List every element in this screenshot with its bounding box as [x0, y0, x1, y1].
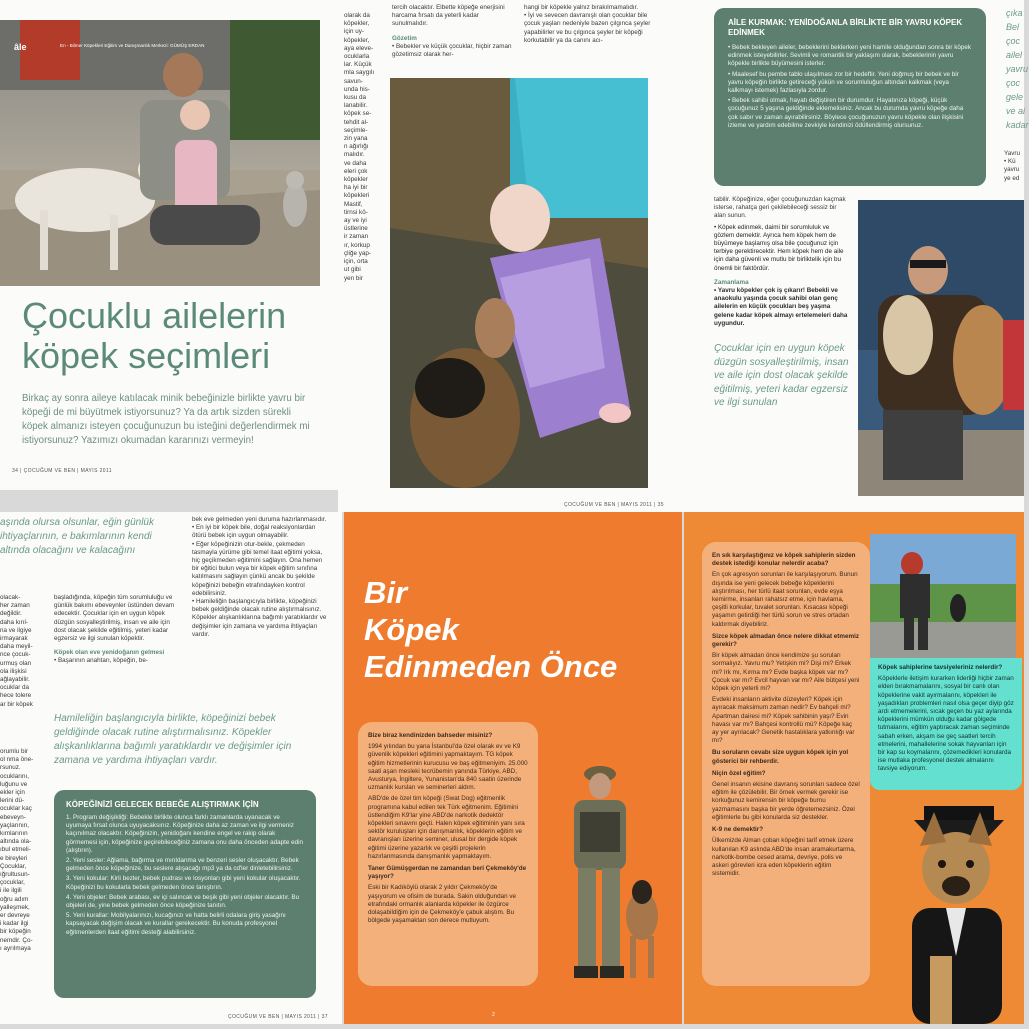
lfrag: na ve ilgiye: [0, 626, 32, 634]
interview2-q5: K-9 ne demektir?: [712, 826, 764, 834]
left-frag: için uy-: [344, 28, 364, 36]
interview-box-2: [702, 542, 870, 986]
page-footer-34: 34 | ÇOCUĞUM VE BEN | MAYIS 2011: [12, 468, 112, 474]
interview-q2: Taner Gümüşgerdan ne zamandan beri Çekmeköy'de yaşıyor?: [368, 865, 527, 881]
page-num-2: 2: [492, 1012, 496, 1018]
lfrag2: ı ayrılmaya: [0, 944, 31, 952]
lfrag2: i kadar ilgi: [0, 920, 29, 928]
info-box-bullet: • Maalesef bu pembe tablo ulaşılması zor bir hedeftir. Yeni doğmuş bir bebek ve bir yavru köpeğin birlikte getireceği yükün ve sorumluluğun altından kalkmak (veya kalkmayı istemek) fazlasıyla zordur.: [728, 70, 959, 95]
lfrag2: ığrultusun-: [0, 871, 30, 879]
col-a-sub: • Başarının anahtarı, köpeğin, be-: [54, 657, 148, 665]
advice-box: [870, 658, 1022, 790]
left-frag: için, orta: [344, 258, 368, 266]
lfrag2: oğru adım: [0, 895, 29, 903]
training-item: 2. Yeni sesler: Ağlama, bağırma ve mırıldanma ve benzeri sesler oluşacaktır. Bebek gelmeden önce köpeğinize, bu seslere alışacağı mp3 ya da cd'ler dinletebilirsiniz.: [66, 857, 299, 873]
training-item: 5. Yeni kurallar: Mobilyalarınızı, kucağınızı ve hatta belirli odalara giriş yasağını kapsayacak değişim olacak ve kurallar gerekecektir. Bu konuda profesyonel eğitmenlerden itaat eğitimi desteği alabilirsiniz.: [66, 912, 286, 936]
left-frag: malıdır.: [344, 151, 365, 159]
advice-box-a: Köpeklerle iletişim kurarken liderliği hiçbir zaman elden bırakmamalarını, sosyal bir canlı olan köpeklerine vakit ayırmalarını, köpekleri ile yaşadıkları problemleri nasıl olsa geçer diyip göz ardı etmemelerini, sıcak geçen bu yaz aylarında köpeklerini mümkün olduğu kadar gölgede tutmalarını, eğitim yaptıracak zaman seçiminde sabah erken, akşam ise geç saatleri tercih etmelerini, mahallelerine sokak hayvanları için bir kap su koymalarını, çözemedikleri konularda ise mutlaka profesyonel destek almalarını tavsiye ediyorum.: [878, 675, 1014, 773]
info-box-family: [714, 8, 986, 186]
lfrag2: ol nma öne-: [0, 756, 34, 764]
edge-frag: çıka: [1006, 8, 1023, 18]
left-frag: eleri çok: [344, 167, 368, 175]
lfrag: hece tolere: [0, 692, 32, 700]
left-frag: ut gibi: [344, 266, 361, 274]
training-item: 3. Yeni kokular: Kirli bezler, bebek pudrası ve losyonları gibi yeni kokular oluşacaktır. Köpeğinizi bu kokularla bebek gelmeden önce tanıştırın.: [66, 875, 301, 891]
article-title: [22, 296, 286, 376]
info-box-bullet: • Bebek sahibi olmak, hayatı değiştiren bir durumdur. Hayatınıza köpeği, küçük çocuğunuz 5 yaşına geldiğinde eklemelisiniz. Ancak bu durumda yavru köpeğe daha çok sabır ve zaman ayırabilirsiniz. Böylece çocuğunuzun yavru köpekle olan ilişkisini izleme ve yardım edebilme zevkiyle kendinizi ödüllendirmiş olursunuz.: [728, 97, 964, 129]
edge-frag: gele: [1006, 92, 1024, 102]
left-frag: yen bir: [344, 274, 363, 282]
left-frag: köpekler,: [344, 36, 370, 44]
feature-title-line: Köpek: [364, 612, 459, 647]
page-top-middle: [338, 0, 678, 512]
lfrag2: ekler için: [0, 789, 25, 797]
lfrag: değildir.: [0, 610, 22, 618]
page-bottom-left: [0, 512, 342, 1024]
interview2-a2b: Evdeki insanların aktivite düzeyleri? Köpek için ayıracak maksimum zaman nedir? Ev bahçeli mi? Apartman dairesi mi? Köpek sahibinin yaşı? Evin havası var mı? Bahçesi kontrollü mü? Köpeğe kaç ay yer ayrılacak? Genetik hastalıklara yatkınlığı var mı?: [712, 696, 855, 745]
lfrag: ocuklar da: [0, 684, 30, 692]
edge-frag: Bel: [1006, 22, 1020, 32]
col2-body: • İyi ve sevecen davranışlı olan çocuklar bile çocuk yaşları nedeniyle bazen çılgınca şeyler yapabilirler ve bu çılgınca şeyler bir köpeği korkutabilir ya da canını acı-: [524, 12, 651, 44]
right-edge-small: [1004, 150, 1024, 183]
left-frag: olarak da: [344, 12, 370, 19]
zamanlama-heading: Zamanlama: [714, 278, 749, 286]
interview2-a5: Ülkemizde Alman çoban köpeğini tarif etmek üzere kullanılan K9 aslında ABD'de insan aramakurtarma, narkotik-bombe cesed arama, devriye, polis ve askeri görevleri icra eden köpeklerin eğitim sistemidir.: [712, 837, 856, 878]
zamanlama-text: • Yavru köpekler çok iş çıkarır! Bebekli ve anaokulu yaşında çocuk sahibi olan genç ailelerin en küçük çocukları beş yaşına gelene kadar köpek almayı ertelemeleri daha uygundur.: [714, 287, 848, 327]
magazine-logo: âle: [14, 42, 27, 52]
lfrag: daha kırıl-: [0, 618, 28, 626]
col-b-item: • Eğer köpeğinizin otur-bekle, çekmeden tasmayla yürüme gibi temel itaat eğitimi yoksa, hiç geçikmeden eğitimini sağlayın. Ona hemen bir eğitici bulun veya bir köpek eğitim sınıfına katılmasını sağlayın çünkü ancak bu şekilde köpeğinizi bebeğin etrafındayken kontrol edebilirsiniz.: [192, 540, 323, 597]
top-quote: aşında olursa olsunlar, eğin günlük ihtiyaçlarının, e bakımlarının kendi altında olacağını ve kalacağını: [0, 517, 154, 556]
lfrag2: çocuklar,: [0, 879, 25, 887]
col1-text: tercih olacaktır. Elbette köpeğe enerjisini harcama fırsatı da yeterli kadar sunulmalıdır.: [392, 4, 505, 28]
col-b-item: • En iyi bir köpek bile, doğal reaksiyonlardan ötürü bebek için uygun olmayabilir.: [192, 524, 316, 540]
article-intro: Birkaç ay sonra aileye katılacak minik bebeğinizle birlikte yavru bir köpeği de mi büyütmek istiyorsunuz? Ya da artık sizden sürekli köpek almanızı isteyen çocuğunuzun bu isteğini değerlendirmek mi istiyorsunuz? Yazımızı okumadan kararınızı vermeyin!: [22, 393, 310, 446]
left-frag: köpek se-: [344, 110, 372, 118]
page-bottom-middle: [344, 512, 682, 1024]
feature-title: [364, 574, 617, 685]
page-footer-35: ÇOCUĞUM VE BEN | MAYIS 2011 | 35: [564, 502, 664, 508]
interview-q1: Bize biraz kendinizden bahseder misiniz?: [368, 732, 493, 739]
info-box-title: AİLE KURMAK: YENİDOĞANLA BİRLİKTE BİR YAVRU KÖPEK EDİNMEK: [728, 18, 963, 37]
photo-soldier-dog: [544, 756, 674, 996]
lfrag2: e bireyleri: [0, 854, 28, 862]
lfrag2: luğunu ve: [0, 780, 28, 788]
mid-quote: Hamileliğin başlangıcıyla birlikte, köpeğinizi bebek geldiğinde olacak rutine alıştırmalısınız. Köpekler alışkanlıklarına bağımlı yaratıklardır ve değişimler için zamana ve yardıma ihtiyaçları vardır.: [54, 713, 292, 766]
gozetim-heading: Gözetim: [392, 34, 417, 42]
col-b-text: bek eve gelmeden yeni duruma hazırlanmasıdır.: [192, 516, 327, 523]
column-b: [192, 516, 328, 639]
left-frag: üstlerine: [344, 225, 368, 233]
left-frag: ır, korkup: [344, 241, 370, 249]
left-frag: köpekler,: [344, 20, 370, 28]
lfrag: ola ilişkisi: [0, 667, 27, 675]
left-frag: tehdit al-: [344, 118, 369, 126]
interview2-a4: Genel insanın ekisine davranış sorunları sadece özel eğitim ile çözülebilir. Bir örnek vermek gerekir ise korkuğunuz kemirensin bir köpeğe burnu yazmamasını başka bir yerde öğretemezsiniz. Özel eğitimlerle bu gibi konularda siz destekler.: [712, 781, 860, 821]
lfrag2: ocuklar kaç: [0, 805, 32, 813]
left-frag: seçimle-: [344, 126, 368, 134]
photo-man-baby-dogs: [0, 20, 320, 286]
column-2: [524, 4, 660, 45]
col-b-item: • Hamileliğin başlangıcıyla birlikte, köpeğinizi bebek geldiğinde olacak rutine alıştırmalısınız. Köpekler alışkanlıklarına bağımlı yaratıklardır ve değişimler için zamana ve yardıma ihtiyaçları vardır.: [192, 598, 327, 638]
left-frag: çliğe yap-: [344, 249, 371, 257]
page-bottom-right: [684, 512, 1024, 1024]
edge-small: • Kü: [1004, 158, 1016, 166]
page-top-right: [678, 0, 1029, 512]
mid-text: tabilir. Köpeğinize, eğer çocuğunuzdan kaçmak isterse, rahatça geri çekilebileceği sessiz bir alan sunun.: [714, 196, 846, 220]
col1-body: • Bebekler ve küçük çocuklar, hiçbir zaman gözetimsiz olarak her-: [392, 42, 512, 59]
edge-small: yavru: [1004, 166, 1020, 174]
left-frag: mla saygılı: [344, 69, 375, 77]
left-frag: ocuklarla: [344, 53, 370, 61]
photo-caption: En - Bilmer Köpekleri Eğitim ve Danışmanlık Merkezi: GÜMÜŞ ERDAN: [60, 43, 205, 48]
lfrag: irmayarak: [0, 635, 28, 643]
interview-a2: Eski bir Kadıköylü olarak 2 yıldır Çekmeköy'de yaşıyorum ve ofisim de burada. Sakin olduğundan ve etrafındaki ormanlık alanlarda köpekler ile özgürce dolaşabildiğim için de Çekmeköy'e çabuk alıştım. Bu bölgede yaşamaktan son derece mutluyum.: [368, 884, 517, 925]
advice-box-q: Köpek sahiplerine tavsiyeleriniz nelerdir?: [878, 664, 1003, 671]
training-box: [54, 790, 316, 998]
left-frag: ve daha: [344, 159, 367, 167]
interview-box: [358, 722, 538, 986]
lfrag2: altında ola-: [0, 838, 32, 846]
edge-frag: çoc: [1006, 36, 1021, 46]
lfrag2: bir köpeğin: [0, 928, 31, 936]
lfrag2: ebeveyn-: [0, 813, 26, 821]
lfrag: her zaman: [0, 602, 30, 610]
page-top-left: [0, 0, 338, 490]
lfrag: olacak-: [0, 594, 21, 601]
left-frag: Mastif,: [344, 200, 363, 208]
photo-baby-dog: [390, 78, 648, 488]
training-item: 1. Program değişikliği: Bebekle birlikte olunca farklı zamanlarda uyanacak ve uyumaya fırsat olunca uyuyacaksınız. Köpeğinize daha az zaman ve ilgi vermeniz kaçınılmaz olacaktır. Köpeğinizin, yenidoğanı kendine engel ve rakip olarak görmemesi için, köpeğinize geçirebileceğiniz zamana onu daha önceden adapte edin (alıştırın).: [66, 814, 303, 854]
lfrag2: yalleşmek,: [0, 903, 30, 911]
left-frag: ir zaman: [344, 233, 369, 241]
left-frag: n ağırlığı: [344, 143, 369, 151]
lfrag2: ıbul etmeli-: [0, 846, 31, 854]
interview2-q2: Sizce köpek almadan önce nelere dikkat etmemiz gerekir?: [712, 632, 859, 649]
article-title-line2: köpek seçimleri: [22, 335, 271, 376]
training-box-title: KÖPEĞİNİZİ GELECEK BEBEĞE ALIŞTIRMAK İÇİN: [66, 800, 259, 809]
lfrag: daha meyil-: [0, 643, 33, 651]
interview2-q3: Bu soruların cevabı size uygun köpek için yol gösterici bir rehberdir.: [712, 749, 849, 765]
lfrag: ağlayabilir.: [0, 676, 30, 684]
left-frag: zin yana: [344, 135, 368, 143]
feature-title-line: Edinmeden Önce: [364, 649, 618, 684]
left-frag: lar. Küçük: [344, 61, 372, 69]
mid-text2: • Köpek edinmek, daimi bir sorumluluk ve gözlem demektir. Ayrıca hem köpek hem de büyümeye başlamış olsa bile çocuğunuz için terbiye gerektirecektir. Hem köpek hem de aile için daha güvenli ve mutlu bir birliktelik için bu önemli bir faktördür.: [714, 223, 844, 272]
interview2-q1: En sık karşılaştığınız ve köpek sahiplerin sizden destek istediği konular nelerdir acaba?: [712, 552, 856, 568]
photo-man-two-dogs: [858, 200, 1024, 496]
edge-frag: kadar: [1006, 120, 1029, 130]
edge-frag: ve ai: [1006, 106, 1026, 116]
edge-frag: yavru: [1006, 64, 1029, 74]
lfrag2: orumlu bir: [0, 748, 28, 755]
info-box-bullet: • Bebek bekleyen aileler, bebeklerini beklerken yeni hamile olduğundan sonra bir köpek edinmek isteyebilirler. Sevimli ve romantik bir yaklaşım olarak, bebeklerinin yavru köpekle birlikte büyümesini isterler.: [728, 44, 972, 68]
text-column: [714, 196, 850, 410]
column-1: [392, 4, 512, 59]
col2-text: hangi bir köpekle yalnız bırakılmamalıdır.: [524, 4, 639, 11]
lfrag2: ocuklarını,: [0, 772, 30, 780]
col-a-heading: Köpek olan eve yenidoğanın gelmesi: [54, 649, 165, 657]
photo-graduate-dog: [894, 796, 1022, 1024]
left-frag: köpekler: [344, 176, 368, 184]
left-frag: unda his-: [344, 85, 370, 93]
lfrag2: nemdir. Ço-: [0, 936, 33, 944]
left-frag: aya eleve-: [344, 44, 374, 52]
interview-a1: 1994 yılından bu yana İstanbul'da özel olarak ev ve K9 güvenlik köpekleri eğitimini yapmaktayım. TG köpek eğitim hizmetlerinin kurucusu ve baş eğitmeniyim. 25.000 saati aşan mesleki tecrübemin yanında Türkiye, ABD, Avusturya, İngiltere, Yunanistan'da 840 saatin üzerinde uzmanlık kursları ve seminerleri aldım.: [368, 743, 528, 792]
pull-quote: Çocuklar için en uygun köpek düzgün sosyalleştirilmiş, insan ve aile için dost olacak şekilde eğitilmiş, yeteri kadar egzersiz ve ilgi sunulan: [714, 343, 849, 409]
lfrag2: rsunuz.: [0, 764, 21, 772]
photo-trainer-dog: [870, 534, 1016, 658]
edge-frag: ailel: [1006, 50, 1023, 60]
edge-small: Yavru: [1004, 150, 1020, 157]
left-col-fragments: [0, 594, 40, 709]
left-frag: köpekleri: [344, 192, 370, 200]
edge-small: ye ed: [1004, 174, 1020, 182]
lfrag: urmuş olan: [0, 659, 32, 667]
lfrag2: yaçlarının,: [0, 821, 30, 829]
left-frag: tirnsi kö-: [344, 208, 368, 216]
feature-title-line: Bir: [364, 575, 408, 610]
lfrag2: lerini dü-: [0, 797, 25, 805]
left-col2-fragments: [0, 748, 40, 953]
left-frag: kusu da: [344, 94, 367, 102]
left-frag: ha iyi bir: [344, 184, 368, 192]
interview2-a1: En çok agresyon sorunları ile karşılaşıyorum. Bunun dışında ise yeni gelecek bebeğe köpeklerini alıştırılması, her türlü itaat sorunları, evde eşya kemirme, insanları rahatsız etme, için havlama, çeşitli korkular, tuvalet sorunları. Kısacası köpeği yaşamın getirdiği her türlü sorun ve stres ortadan kaldırmak diyebiliriz.: [712, 571, 858, 628]
lfrag: ar bir köpek: [0, 700, 33, 708]
lfrag2: i ile ilgili: [0, 887, 22, 895]
lfrag2: er devreye: [0, 912, 30, 920]
lfrag2: kımlarının: [0, 830, 28, 838]
left-fragments: [344, 12, 384, 283]
interview2-a2: Bir köpek almadan önce kendimize şu soruları sormalıyız. Yavru mu? Yetişkin mi? Dişi mi? Erkek mi? Irk mı, Kırma mı? Evde başka köpek var mı? Çocuk var mı? Evcil hayvan var mı? Aile bütçesi yeni köpek için yeterli mi?: [712, 652, 860, 693]
lfrag2: Çocuklar,: [0, 862, 27, 870]
right-edge-fragments: [1006, 6, 1029, 132]
interview-a1b: ABD'de de özel tim köpeği (Swat Dog) eğitmenlik programına kabul edilen tek Türk eğitmenim. Eğitimini üstlendiğim K9'lar yine ABD'de narkotik dedektör köpekleri sınavını geçti. Halen köpek eğitiminin yanı sıra sektör kuruluşları için danışmanlık, köpeklerin eğitim ve davranışları üzerine seminer, ulusal bir dergide köpek eğitimi üzerine yazarlık ve çeşitli projelerin hazırlanmasında danışmanlık yapmaktayım.: [368, 795, 525, 860]
col-a-text: başladığında, köpeğin tüm sorumluluğu ve günlük bakımı ebeveynler üstünden devam edecektir. Çocuklar için en uygun köpek düzgün sosyalleştirilmiş, insan ve aile için dost olacak şekilde eğitilmiş, yeteri kadar egzersiz ve ilgi sunulan köpektir.: [54, 594, 175, 643]
page-footer-37: ÇOCUĞUM VE BEN | MAYIS 2011 | 37: [228, 1014, 328, 1020]
lfrag: nce çocuk-: [0, 651, 31, 659]
edge-frag: çoc: [1006, 78, 1021, 88]
left-frag: ay ve iyi: [344, 217, 367, 225]
left-frag: savun-: [344, 77, 363, 85]
left-frag: lanabilir.: [344, 102, 368, 110]
column-a: [54, 594, 180, 666]
article-title-line1: Çocuklu ailelerin: [22, 295, 287, 336]
interview2-q4: Niçin özel eğitim?: [712, 769, 766, 777]
training-item: 4. Yeni objeler: Bebek arabası, ev içi salıncak ve beşik gibi yeni objeler olacaktır. Bu objeleri de, yine bebek gelmeden önce köpeğinize tanıtın.: [66, 893, 300, 910]
